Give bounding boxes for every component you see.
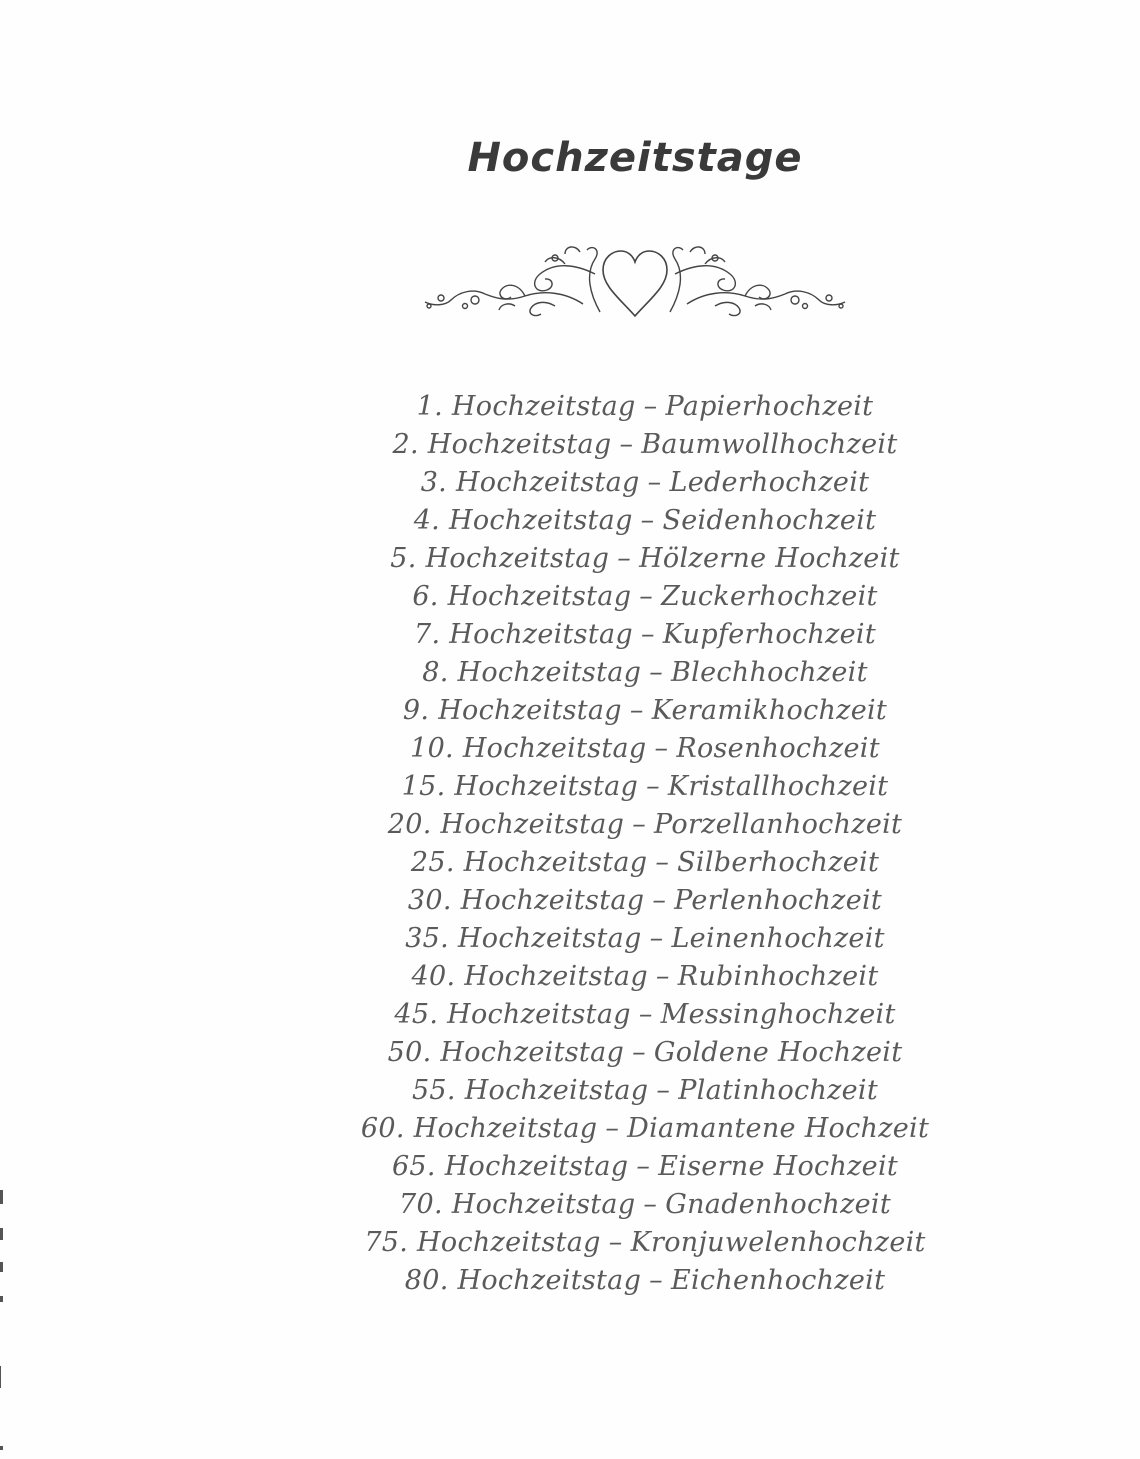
heart-flourish-ornament-icon xyxy=(415,234,855,324)
entry-name: Porzellanhochzeit xyxy=(654,809,903,840)
entry-name: Kristallhochzeit xyxy=(667,771,889,802)
entry-number: 9. xyxy=(402,695,430,726)
entry-name: Perlenhochzeit xyxy=(674,885,883,916)
entry-separator: – xyxy=(632,1037,646,1068)
entry-label: Hochzeitstag xyxy=(417,1227,601,1258)
entry-separator: – xyxy=(656,1075,671,1106)
entry-label: Hochzeitstag xyxy=(457,1265,642,1296)
scan-edge-mark xyxy=(0,1296,3,1302)
entry-separator: – xyxy=(636,1151,651,1182)
entry-separator: – xyxy=(654,733,669,764)
entry-separator: – xyxy=(639,581,654,612)
entry-name: Diamantene Hochzeit xyxy=(627,1113,930,1144)
entry-name: Kupferhochzeit xyxy=(662,619,876,650)
entry-separator: – xyxy=(629,695,644,726)
entry-label: Hochzeitstag xyxy=(444,1151,629,1182)
entry-label: Hochzeitstag xyxy=(427,429,612,460)
entry-separator: – xyxy=(646,771,660,802)
entry-separator: – xyxy=(655,847,670,878)
entry-label: Hochzeitstag xyxy=(413,1113,598,1144)
list-item xyxy=(0,692,1140,730)
entry-separator: – xyxy=(643,1189,658,1220)
entry-separator: – xyxy=(619,429,634,460)
list-item xyxy=(0,768,1140,806)
entry-separator: – xyxy=(608,1227,623,1258)
list-item xyxy=(0,1034,1140,1072)
entry-label: Hochzeitstag xyxy=(463,847,648,878)
list-item xyxy=(0,730,1140,768)
entry-label: Hochzeitstag xyxy=(457,657,642,688)
entry-number: 35. xyxy=(405,923,450,954)
entry-name: Keramikhochzeit xyxy=(651,695,888,726)
entry-name: Leinenhochzeit xyxy=(671,923,885,954)
entry-separator: – xyxy=(647,467,662,498)
entry-name: Hölzerne Hochzeit xyxy=(639,543,900,574)
scan-edge-mark xyxy=(0,1190,3,1204)
entry-separator: – xyxy=(638,999,653,1030)
entry-name: Zuckerhochzeit xyxy=(661,581,878,612)
list-item xyxy=(0,1110,1140,1148)
entry-separator: – xyxy=(640,505,655,536)
entry-separator: – xyxy=(649,923,664,954)
list-item xyxy=(0,1224,1140,1262)
entry-label: Hochzeitstag xyxy=(455,467,640,498)
entry-label: Hochzeitstag xyxy=(464,961,648,992)
entry-separator: – xyxy=(643,391,658,422)
entry-label: Hochzeitstag xyxy=(447,581,632,612)
entry-label: Hochzeitstag xyxy=(425,543,610,574)
entry-separator: – xyxy=(655,961,670,992)
anniversary-list xyxy=(0,388,1140,1300)
list-item xyxy=(0,996,1140,1034)
entry-number: 30. xyxy=(407,885,452,916)
entry-number: 20. xyxy=(387,809,432,840)
entry-name: Eiserne Hochzeit xyxy=(658,1151,899,1182)
entry-name: Kronjuwelenhochzeit xyxy=(630,1227,926,1258)
list-item xyxy=(0,958,1140,996)
entry-number: 8. xyxy=(422,657,449,688)
list-item xyxy=(0,388,1140,426)
list-item xyxy=(0,806,1140,844)
entry-name: Gnadenhochzeit xyxy=(665,1189,891,1220)
entry-label: Hochzeitstag xyxy=(462,733,647,764)
entry-number: 40. xyxy=(411,961,456,992)
list-item xyxy=(0,1148,1140,1186)
entry-label: Hochzeitstag xyxy=(460,885,645,916)
entry-name: Papierhochzeit xyxy=(665,391,874,422)
page-title: Hochzeitstage xyxy=(467,135,803,181)
entry-number: 2. xyxy=(392,429,419,460)
list-item xyxy=(0,426,1140,464)
entry-number: 3. xyxy=(420,467,448,498)
list-item xyxy=(0,1186,1140,1224)
entry-label: Hochzeitstag xyxy=(440,809,625,840)
entry-number: 5. xyxy=(390,543,417,574)
list-item xyxy=(0,1262,1140,1300)
entry-number: 15. xyxy=(401,771,446,802)
entry-label: Hochzeitstag xyxy=(438,695,622,726)
list-item xyxy=(0,464,1140,502)
entry-name: Silberhochzeit xyxy=(677,847,880,878)
entry-label: Hochzeitstag xyxy=(449,619,633,650)
entry-label: Hochzeitstag xyxy=(448,505,633,536)
entry-number: 70. xyxy=(398,1189,443,1220)
list-item xyxy=(0,502,1140,540)
scan-edge-mark xyxy=(0,1262,3,1272)
list-item xyxy=(0,654,1140,692)
entry-number: 75. xyxy=(364,1227,409,1258)
entry-number: 80. xyxy=(404,1265,449,1296)
entry-separator: – xyxy=(640,619,655,650)
entry-number: 10. xyxy=(410,733,454,764)
scan-edge-mark xyxy=(0,1366,1,1388)
scan-edge-mark xyxy=(0,1446,3,1450)
list-item xyxy=(0,540,1140,578)
entry-number: 4. xyxy=(413,505,441,536)
list-item xyxy=(0,920,1140,958)
entry-number: 1. xyxy=(416,391,444,422)
list-item xyxy=(0,578,1140,616)
entry-label: Hochzeitstag xyxy=(447,999,631,1030)
entry-separator: – xyxy=(652,885,667,916)
entry-name: Baumwollhochzeit xyxy=(641,429,898,460)
entry-separator: – xyxy=(605,1113,620,1144)
entry-name: Seidenhochzeit xyxy=(662,505,877,536)
entry-number: 6. xyxy=(412,581,439,612)
scan-edge-mark xyxy=(0,1228,3,1240)
entry-name: Platinhochzeit xyxy=(678,1075,879,1106)
entry-name: Messinghochzeit xyxy=(660,999,896,1030)
entry-label: Hochzeitstag xyxy=(451,391,636,422)
entry-number: 7. xyxy=(414,619,441,650)
entry-number: 65. xyxy=(391,1151,436,1182)
entry-name: Eichenhochzeit xyxy=(670,1265,886,1296)
entry-separator: – xyxy=(617,543,632,574)
entry-name: Blechhochzeit xyxy=(671,657,868,688)
entry-number: 50. xyxy=(387,1037,432,1068)
entry-label: Hochzeitstag xyxy=(454,771,639,802)
entry-name: Goldene Hochzeit xyxy=(653,1037,903,1068)
entry-number: 60. xyxy=(360,1113,405,1144)
entry-label: Hochzeitstag xyxy=(457,923,642,954)
list-item xyxy=(0,844,1140,882)
list-item xyxy=(0,882,1140,920)
entry-number: 25. xyxy=(410,847,455,878)
entry-separator: – xyxy=(649,657,664,688)
entry-label: Hochzeitstag xyxy=(440,1037,625,1068)
entry-separator: – xyxy=(649,1265,663,1296)
list-item xyxy=(0,616,1140,654)
entry-name: Lederhochzeit xyxy=(669,467,870,498)
list-item xyxy=(0,1072,1140,1110)
entry-number: 55. xyxy=(411,1075,456,1106)
entry-label: Hochzeitstag xyxy=(464,1075,649,1106)
entry-number: 45. xyxy=(394,999,439,1030)
entry-label: Hochzeitstag xyxy=(451,1189,636,1220)
entry-name: Rosenhochzeit xyxy=(676,733,880,764)
entry-name: Rubinhochzeit xyxy=(677,961,879,992)
entry-separator: – xyxy=(632,809,647,840)
